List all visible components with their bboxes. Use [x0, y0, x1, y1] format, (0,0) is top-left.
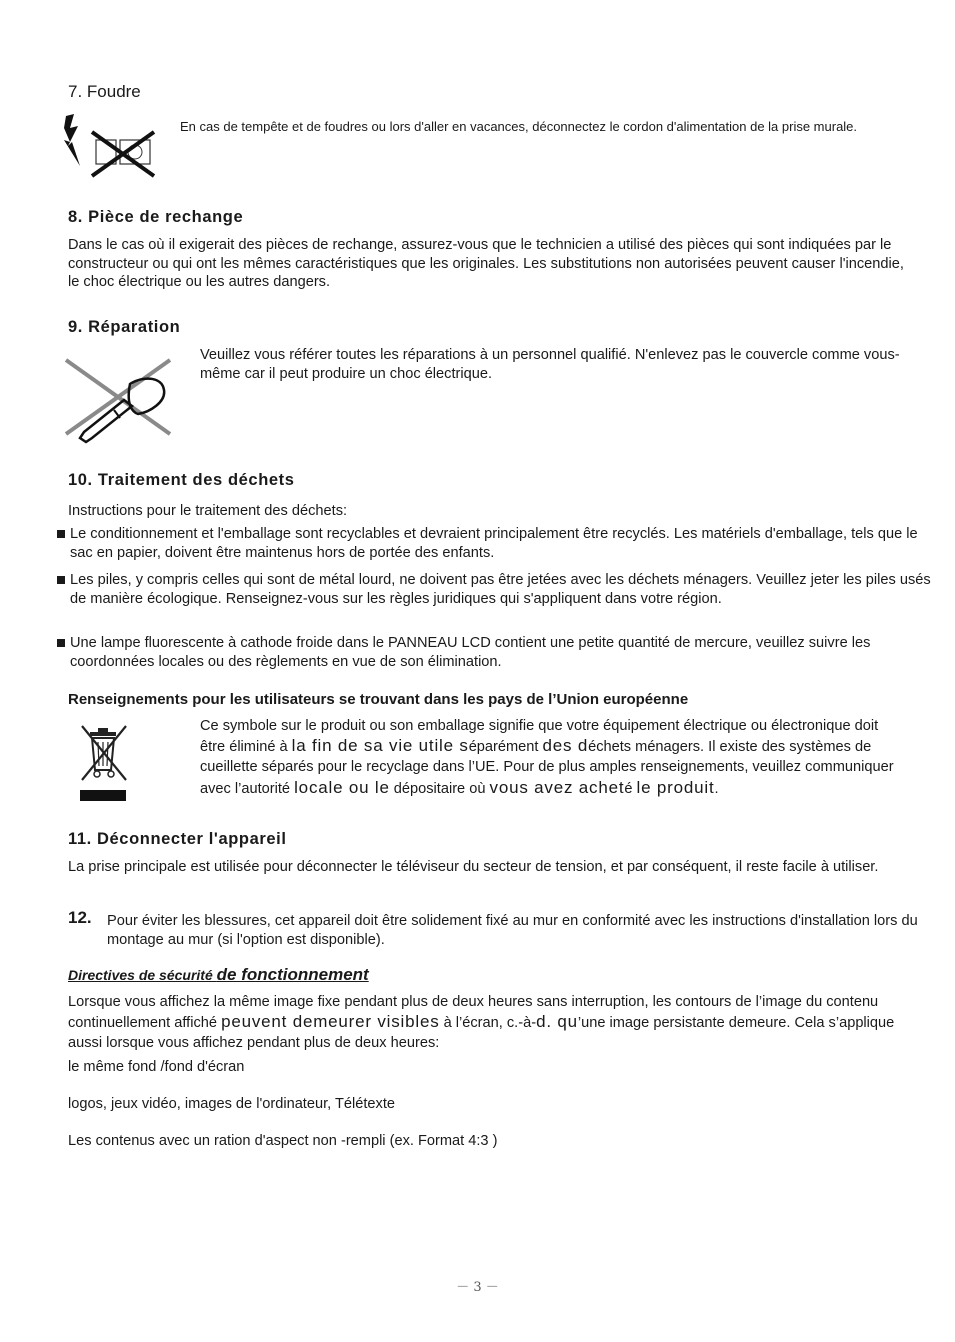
section-7-text: En cas de tempête et de foudres ou lors d'aller en vacances, déconnectez le cordon d'alimentation de la prise murale.	[180, 119, 858, 134]
section-10-heading: 10. Traitement des déchets	[68, 471, 295, 489]
bullet-square-icon	[57, 576, 65, 584]
directives-item: logos, jeux vidéo, images de l'ordinateur, Télétexte	[68, 1096, 396, 1112]
lightning-outlet-crossed-icon	[58, 112, 158, 180]
section-10-intro: Instructions pour le traitement des déchets:	[68, 503, 348, 519]
section-7-heading: 7. Foudre	[68, 82, 141, 101]
crossed-bin-weee-icon	[76, 722, 132, 806]
section-8-heading: 8. Pièce de rechange	[68, 208, 244, 226]
eu-text: Ce symbole sur le produit ou son emballage signifie que votre équipement électrique ou électronique doit être éliminé à la fin de sa vie utile séparément des déchets ménagers. Il existe des systèmes de cueillette séparés pour le recyclage dans l’UE. Pour de plus amples renseignements, veuillez communiquer avec l’autorité locale ou le dépositaire où vous avez acheté le produit.	[200, 718, 894, 797]
bullet-square-icon	[57, 639, 65, 647]
section-8-text: Dans le cas où il exigerait des pièces de rechange, assurez-vous que le technicien a utilisé des pièces qui sont indiquées par le constructeur ou qui ont les mêmes caractéristiques que les originales. Les substitutions non autorisées peuvent causer l'incendie, le choc électrique ou les autres dangers.	[68, 237, 904, 291]
list-item: Le conditionnement et l'emballage sont recyclables et devraient principalement être recyclés. Les matériels d'emballage, tels que le sac en papier, doivent être maintenus hors de portée des enfants.	[57, 525, 932, 562]
section-9-heading: 9. Réparation	[68, 318, 181, 336]
page-number: － 3 －	[456, 1280, 499, 1295]
list-item: Une lampe fluorescente à cathode froide dans le PANNEAU LCD contient une petite quantité de mercure, veuillez suivre les coordonnées locales ou des règlements en vue de son élimination.	[57, 634, 932, 671]
section-11-heading: 11. Déconnecter l'appareil	[68, 830, 287, 848]
section-11-text: La prise principale est utilisée pour déconnecter le téléviseur du secteur de tension, et par conséquent, il reste facile à utiliser.	[68, 859, 879, 875]
directives-item: le même fond /fond d'écran	[68, 1059, 245, 1075]
directives-paragraph: Lorsque vous affichez la même image fixe pendant plus de deux heures sans interruption, les contours de l’image du contenu continuellement affiché peuvent demeurer visibles à l’écran, c.-à-d. qu’une image persistante demeure. Cela s’applique aussi lorsque vous affichez pendant plus de deux heures:	[68, 994, 895, 1052]
section-12-text: Pour éviter les blessures, cet appareil doit être solidement fixé au mur en conformité avec les instructions d'installation lors du montage au mur (si l'option est disponible).	[107, 913, 918, 948]
eu-heading: Renseignements pour les utilisateurs se trouvant dans les pays de l’Union européenne	[68, 691, 689, 708]
screwdriver-crossed-icon	[62, 354, 174, 446]
directives-title: Directives de sécurité de fonctionnement	[68, 965, 369, 984]
directives-item: Les contenus avec un ration d'aspect non -rempli (ex. Format 4:3 )	[68, 1133, 498, 1149]
section-12-number: 12.	[68, 908, 92, 927]
bullet-square-icon	[57, 530, 65, 538]
section-9-text: Veuillez vous référer toutes les réparations à un personnel qualifié. N'enlevez pas le couvercle comme vous-même car il peut produire un choc électrique.	[200, 347, 900, 382]
list-item: Les piles, y compris celles qui sont de métal lourd, ne doivent pas être jetées avec les déchets ménagers. Veuillez jeter les piles usés de manière écologique. Renseignez-vous sur les règles juridiques qui s'appliquent dans votre région.	[57, 571, 932, 608]
